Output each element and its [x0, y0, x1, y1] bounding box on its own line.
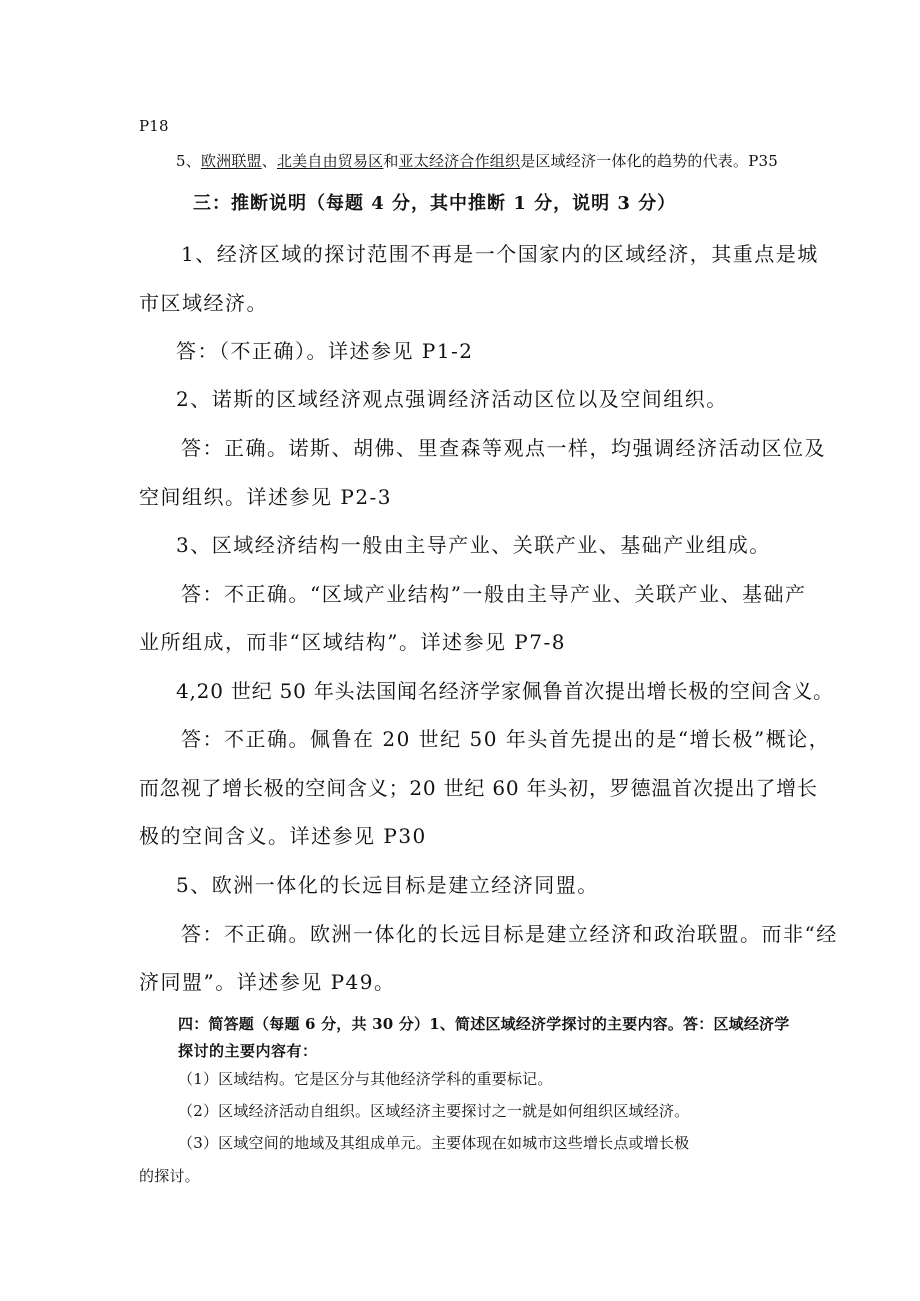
item5-term-eu: 欧洲联盟	[200, 152, 262, 170]
question-4: 4,20 世纪 50 年头法国闻名经济学家佩鲁首次提出增长极的空间含义。	[176, 679, 834, 703]
item5-rest: 是区域经济一体化的趋势的代表。P35	[520, 152, 778, 170]
answer-4-line-3: 极的空间含义。详述参见 P30	[139, 824, 427, 848]
answer-point-1: （1）区域结构。它是区分与其他经济学科的重要标记。	[178, 1070, 553, 1088]
question-3: 3、区域经济结构一般由主导产业、关联产业、基础产业组成。	[176, 533, 771, 557]
fill-in-item-5	[176, 150, 778, 171]
answer-2-line-2: 空间组织。详述参见 P2-3	[139, 485, 393, 509]
answer-3-line-1: 答：不正确。“区域产业结构”一般由主导产业、关联产业、基础产	[181, 582, 807, 606]
item5-sep-2: 和	[383, 152, 399, 170]
question-5: 5、欧洲一体化的长远目标是建立经济同盟。	[176, 873, 599, 897]
answer-3-line-2: 业所组成，而非“区域结构”。详述参见 P7-8	[139, 630, 566, 654]
answer-4-line-1: 答：不正确。佩鲁在 20 世纪 50 年头首先提出的是“增长极”概论，	[181, 727, 831, 751]
item5-sep-1: 、	[261, 152, 277, 170]
section-4-heading-line-2: 探讨的主要内容有：	[178, 1042, 318, 1060]
item5-number: 5、	[176, 152, 201, 170]
answer-1: 答：（不正确）。详述参见 P1-2	[176, 339, 474, 363]
answer-4-line-2: 而忽视了增长极的空间含义；20 世纪 60 年头初，罗德温首次提出了增长	[139, 776, 818, 800]
answer-point-2: （2）区域经济活动自组织。区域经济主要探讨之一就是如何组织区域经济。	[178, 1102, 690, 1120]
answer-5-line-2: 济同盟”。详述参见 P49。	[139, 970, 396, 994]
answer-2-line-1: 答：正确。诺斯、胡佛、里查森等观点一样，均强调经济活动区位及	[181, 436, 826, 460]
question-2: 2、诺斯的区域经济观点强调经济活动区位以及空间组织。	[176, 387, 728, 411]
question-1-line-2: 市区域经济。	[139, 291, 268, 315]
page-ref-p18: P18	[139, 117, 169, 135]
section-3-heading: 三：推断说明（每题 4 分，其中推断 1 分，说明 3 分）	[193, 193, 677, 214]
question-1-line-1: 1、经济区域的探讨范围不再是一个国家内的区域经济，其重点是城	[181, 242, 819, 266]
item5-term-nafta: 北美自由贸易区	[276, 152, 384, 170]
section-4-heading-line-1: 四：简答题（每题 6 分，共 30 分）1、简述区域经济学探讨的主要内容。答：区域经济学	[178, 1015, 790, 1033]
item5-term-apec: 亚太经济合作组织	[398, 152, 521, 170]
answer-point-3-continuation: 的探讨。	[139, 1167, 200, 1185]
answer-point-3: （3）区域空间的地域及其组成单元。主要体现在如城市这些增长点或增长极	[178, 1134, 690, 1152]
answer-5-line-1: 答：不正确。欧洲一体化的长远目标是建立经济和政治联盟。而非“经	[181, 922, 838, 946]
